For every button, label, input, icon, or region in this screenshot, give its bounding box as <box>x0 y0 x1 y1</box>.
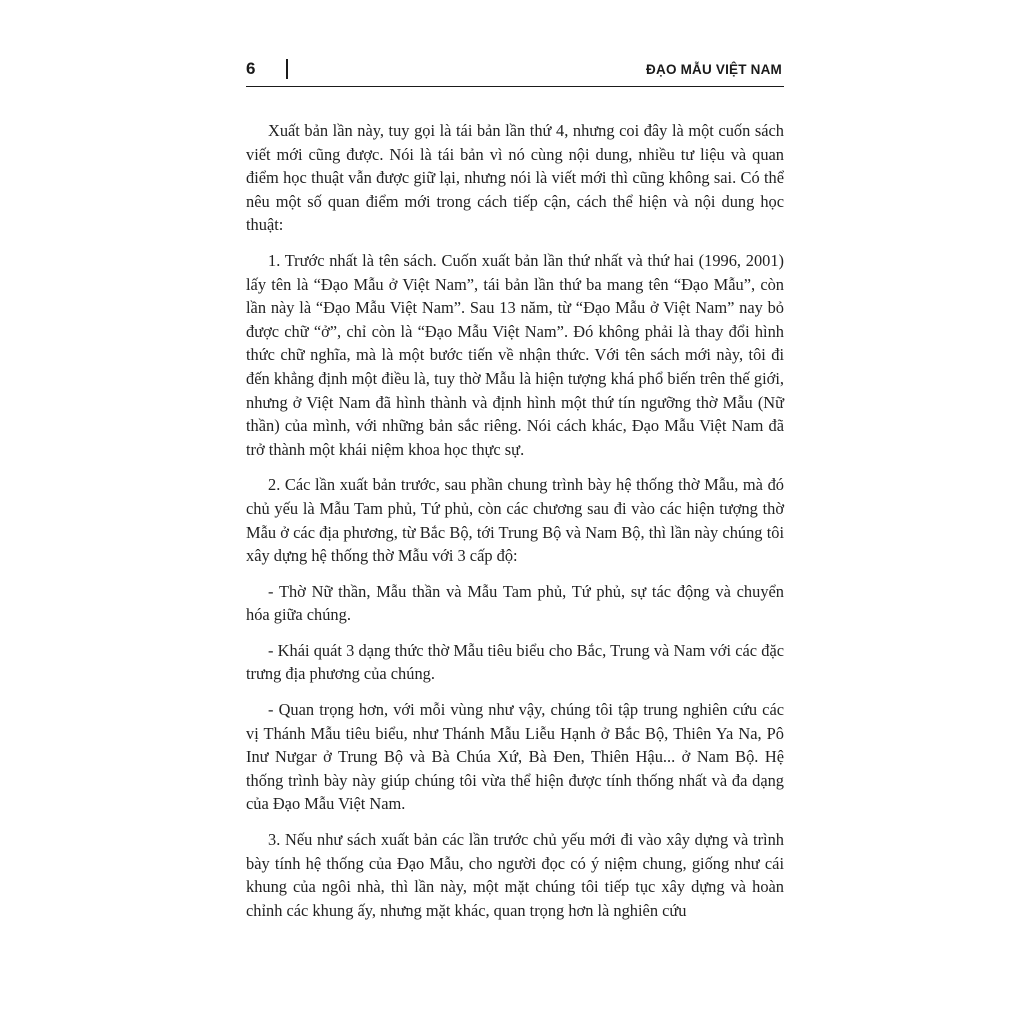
body-text <box>246 119 784 934</box>
list-item-level-3: - Quan trọng hơn, với mỗi vùng như vậy, chúng tôi tập trung nghiên cứu các vị Thánh Mẫu tiêu biểu, như Thánh Mẫu Liễu Hạnh ở Bắc Bộ, Thiên Ya Na, Pô Inư Nưgar ở Trung Bộ và Bà Chúa Xứ, Bà Đen, Thiên Hậu... ở Nam Bộ. Hệ thống trình bày này giúp chúng tôi vừa thể hiện được tính thống nhất và đa dạng của Đạo Mẫu Việt Nam. <box>246 700 784 814</box>
header-divider <box>286 59 288 79</box>
paragraph-point-2: 2. Các lần xuất bản trước, sau phần chung trình bày hệ thống thờ Mẫu, mà đó chủ yếu là Mẫu Tam phủ, Tứ phủ, còn các chương sau đi vào các hiện tượng thờ Mẫu ở các địa phương, từ Bắc Bộ, tới Trung Bộ và Nam Bộ, thì lần này chúng tôi xây dựng hệ thống thờ Mẫu với 3 cấp độ: <box>246 475 784 566</box>
page-header <box>246 56 784 87</box>
page-number: 6 <box>246 59 256 78</box>
paragraph-point-3: 3. Nếu như sách xuất bản các lần trước chủ yếu mới đi vào xây dựng và trình bày tính hệ thống của Đạo Mẫu, cho người đọc có ý niệm chung, giống như cái khung của ngôi nhà, thì lần này, một mặt chúng tôi tiếp tục xây dựng và hoàn chỉnh các khung ấy, nhưng mặt khác, quan trọng hơn là nghiên cứu <box>246 830 784 920</box>
list-item-level-2: - Khái quát 3 dạng thức thờ Mẫu tiêu biểu cho Bắc, Trung và Nam với các đặc trưng địa phương của chúng. <box>246 640 784 684</box>
list-item-level-1: - Thờ Nữ thần, Mẫu thần và Mẫu Tam phủ, Tứ phủ, sự tác động và chuyển hóa giữa chúng. <box>246 581 784 625</box>
book-page <box>246 56 784 956</box>
running-title: ĐẠO MẪU VIỆT NAM <box>646 62 782 77</box>
paragraph-point-1: 1. Trước nhất là tên sách. Cuốn xuất bản lần thứ nhất và thứ hai (1996, 2001) lấy tên là “Đạo Mẫu ở Việt Nam”, tái bản lần thứ ba mang tên “Đạo Mẫu”, còn lần này là “Đạo Mẫu Việt Nam”. Sau 13 năm, từ “Đạo Mẫu ở Việt Nam” nay bỏ được chữ “ở”, chỉ còn là “Đạo Mẫu Việt Nam”. Đó không phải là thay đổi hình thức chữ nghĩa, mà là một bước tiến về nhận thức. Với tên sách mới này, tôi đi đến khẳng định một điều là, tuy thờ Mẫu là hiện tượng khá phổ biến trên thế giới, nhưng ở Việt Nam đã hình thành và định hình một thứ tín ngưỡng thờ Mẫu (Nữ thần) của mình, với những bản sắc riêng. Nói cách khác, Đạo Mẫu Việt Nam đã trở thành một khái niệm khoa học thực sự. <box>246 250 784 459</box>
paragraph-intro: Xuất bản lần này, tuy gọi là tái bản lần thứ 4, nhưng coi đây là một cuốn sách viết mới cũng được. Nói là tái bản vì nó cùng nội dung, nhiều tư liệu và quan điểm học thuật vẫn được giữ lại, nhưng nói là viết mới thì cũng không sai. Có thể nêu một số quan điểm mới trong cách tiếp cận, cách thể hiện và nội dung học thuật: <box>246 121 784 235</box>
